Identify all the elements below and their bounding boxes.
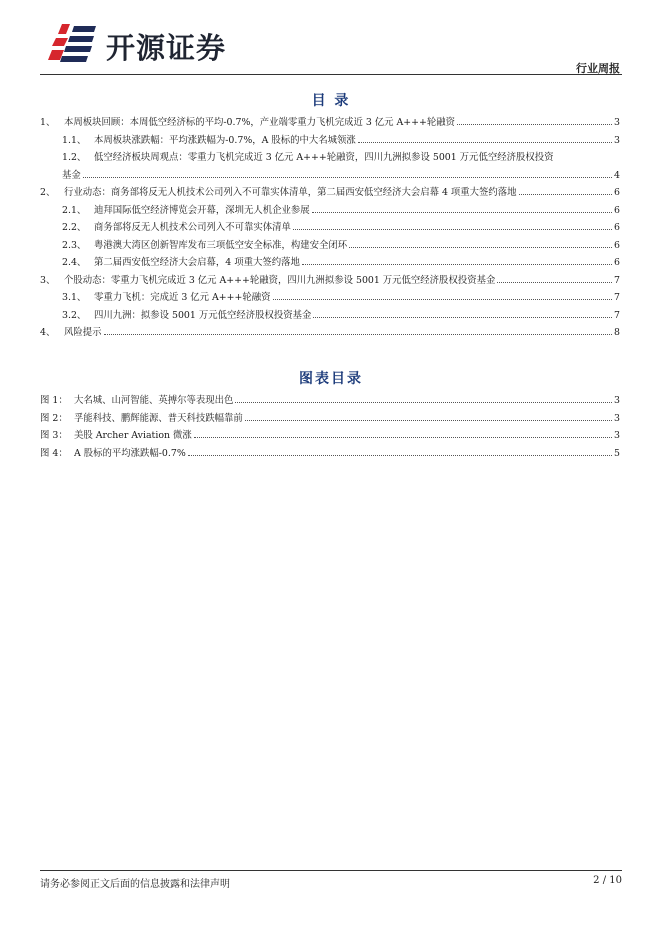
entry-number: 图 2： xyxy=(40,412,68,424)
toc-entry[interactable] xyxy=(40,132,620,150)
dot-leader xyxy=(273,289,613,300)
logo-stripe xyxy=(64,46,92,52)
figure-entry[interactable] xyxy=(40,410,620,428)
toc-entry[interactable] xyxy=(40,237,620,255)
figure-list-title: 图表目录 xyxy=(299,371,363,387)
toc-entry[interactable] xyxy=(40,202,620,220)
entry-number: 1.2、 xyxy=(62,152,87,163)
figure-entry[interactable] xyxy=(40,427,620,445)
entry-title: 行业动态：商务部将反无人机技术公司列入不可靠实体清单，第二届西安低空经济大会启幕 4 项重大签约落地 xyxy=(64,187,517,198)
entry-number: 1.1、 xyxy=(62,134,87,146)
entry-page: 3 xyxy=(614,117,620,128)
entry-title: 迪拜国际低空经济博览会开幕，深圳无人机企业参展 xyxy=(94,204,310,216)
entry-page: 3 xyxy=(614,134,620,146)
entry-page: 3 xyxy=(614,430,620,441)
dot-leader xyxy=(104,324,613,335)
entry-title: 粤港澳大湾区创新智库发布三项低空安全标准，构建安全闭环 xyxy=(94,239,348,251)
toc-entry[interactable] xyxy=(40,219,620,237)
entry-page: 6 xyxy=(614,204,620,216)
entry-page: 6 xyxy=(614,222,620,233)
dot-leader xyxy=(457,114,612,125)
logo-stripe xyxy=(58,24,70,34)
dot-leader xyxy=(293,219,612,230)
logo-stripe xyxy=(68,36,94,42)
page-number: 2 / 10 xyxy=(593,875,622,886)
toc-entry[interactable] xyxy=(40,254,620,272)
entry-number: 3.1、 xyxy=(62,292,87,303)
entry-number: 2.3、 xyxy=(62,239,87,251)
entry-number: 3.2、 xyxy=(62,309,87,321)
entry-page: 5 xyxy=(614,447,620,459)
entry-number: 2.2、 xyxy=(62,222,87,233)
toc-entry[interactable] xyxy=(40,289,620,307)
report-type-label: 行业周报 xyxy=(576,62,620,75)
logo-stripe xyxy=(72,26,96,32)
brand-name: 开源证券 xyxy=(106,31,227,65)
toc-entry[interactable] xyxy=(40,184,620,202)
toc-entry[interactable] xyxy=(40,149,620,167)
entry-page: 4 xyxy=(614,169,620,181)
footer-disclaimer: 请务必参阅正文后面的信息披露和法律声明 xyxy=(40,879,230,890)
dot-leader xyxy=(519,184,612,195)
entry-title: A 股标的平均涨跌幅-0.7% xyxy=(74,447,186,459)
entry-page: 6 xyxy=(614,187,620,198)
entry-title: 零重力飞机：完成近 3 亿元 A+++轮融资 xyxy=(94,292,271,303)
entry-number: 4、 xyxy=(40,327,56,338)
header-divider xyxy=(40,74,622,75)
entry-page: 3 xyxy=(614,412,620,424)
entry-title: 低空经济板块周观点：零重力飞机完成近 3 亿元 A+++轮融资，四川九洲拟参设 5001 万元低空经济股权投资 xyxy=(94,152,554,163)
entry-number: 2.4、 xyxy=(62,257,87,268)
entry-page: 7 xyxy=(614,309,620,321)
table-of-contents xyxy=(40,114,620,342)
entry-title: 本周板块涨跌幅：平均涨跌幅为-0.7%，A 股标的中大名城领涨 xyxy=(94,134,356,146)
footer-divider xyxy=(40,870,622,871)
dot-leader xyxy=(349,237,612,248)
entry-title: 个股动态：零重力飞机完成近 3 亿元 A+++轮融资，四川九洲拟参设 5001 万元低空经济股权投资基金 xyxy=(64,274,496,286)
entry-number: 2.1、 xyxy=(62,204,87,216)
entry-title: 四川九洲：拟参设 5001 万元低空经济股权投资基金 xyxy=(94,309,312,321)
entry-title-continued: 基金 xyxy=(62,169,81,181)
figure-entry[interactable] xyxy=(40,445,620,463)
dot-leader xyxy=(188,445,612,456)
toc-title: 目 录 xyxy=(311,93,351,109)
figure-list xyxy=(40,392,620,462)
kaiyuan-logo-icon xyxy=(48,20,100,66)
entry-page: 6 xyxy=(614,239,620,251)
entry-title: 孚能科技、鹏辉能源、普天科技跌幅靠前 xyxy=(74,412,243,424)
logo-stripe xyxy=(60,56,88,62)
logo-stripe xyxy=(52,38,68,46)
entry-title: 美股 Archer Aviation 微涨 xyxy=(74,430,192,441)
entry-number: 图 3： xyxy=(40,430,68,441)
dot-leader xyxy=(358,132,612,143)
entry-title: 大名城、山河智能、英搏尔等表现出色 xyxy=(74,395,234,406)
dot-leader xyxy=(194,427,612,438)
entry-number: 图 4： xyxy=(40,447,68,459)
entry-page: 7 xyxy=(614,292,620,303)
toc-entry[interactable] xyxy=(40,272,620,290)
toc-entry[interactable] xyxy=(40,307,620,325)
entry-page: 3 xyxy=(614,395,620,406)
entry-number: 1、 xyxy=(40,117,56,128)
toc-entry[interactable] xyxy=(40,324,620,342)
dot-leader xyxy=(302,254,612,265)
entry-title: 商务部将反无人机技术公司列入不可靠实体清单 xyxy=(94,222,291,233)
dot-leader xyxy=(245,410,612,421)
entry-title: 风险提示 xyxy=(64,327,102,338)
dot-leader xyxy=(313,307,612,318)
dot-leader xyxy=(312,202,612,213)
figure-entry[interactable] xyxy=(40,392,620,410)
toc-entry-continued[interactable] xyxy=(40,167,620,185)
entry-page: 7 xyxy=(614,274,620,286)
dot-leader xyxy=(83,167,612,178)
dot-leader xyxy=(235,392,612,403)
entry-page: 6 xyxy=(614,257,620,268)
entry-number: 2、 xyxy=(40,187,56,198)
entry-number: 图 1： xyxy=(40,395,68,406)
dot-leader xyxy=(497,272,612,283)
entry-page: 8 xyxy=(614,327,620,338)
entry-number: 3、 xyxy=(40,274,56,286)
page-header xyxy=(40,14,622,74)
entry-title: 第二届西安低空经济大会启幕，4 项重大签约落地 xyxy=(94,257,300,268)
toc-entry[interactable] xyxy=(40,114,620,132)
entry-title: 本周板块回顾：本周低空经济标的平均-0.7%，产业端零重力飞机完成近 3 亿元 A+++轮融资 xyxy=(64,117,455,128)
